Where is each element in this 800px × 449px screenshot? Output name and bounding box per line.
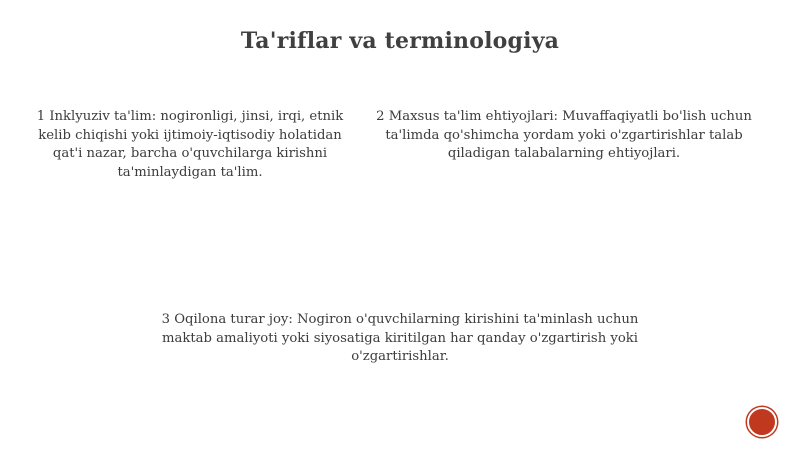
definition-special-educational-needs: 2 Maxsus ta'lim ehtiyojlari: Muvaffaqiyatli bo'lish uchun ta'limda qo'shimcha yordam yoki o'zgartirishlar talab qiladigan talabalarning ehtiyojlari. [376,109,752,162]
slide-title: Ta'riflar va terminologiya [240,28,560,54]
slide-nav-button[interactable] [747,407,777,437]
definition-reasonable-accommodation: 3 Oqilona turar joy: Nogiron o'quvchilarning kirishini ta'minlash uchun maktab amaliyoti yoki siyosatiga kiritilgan har qanday o'zgartirish yoki o'zgartirishlar. [161,312,639,365]
definition-inclusive-education: 1 Inklyuziv ta'lim: nogironligi, jinsi, irqi, etnik kelib chiqishi yoki ijtimoiy-iqtisodiy holatidan qat'i nazar, barcha o'quvchilarga kirishni ta'minlaydigan ta'lim. [36,109,344,180]
